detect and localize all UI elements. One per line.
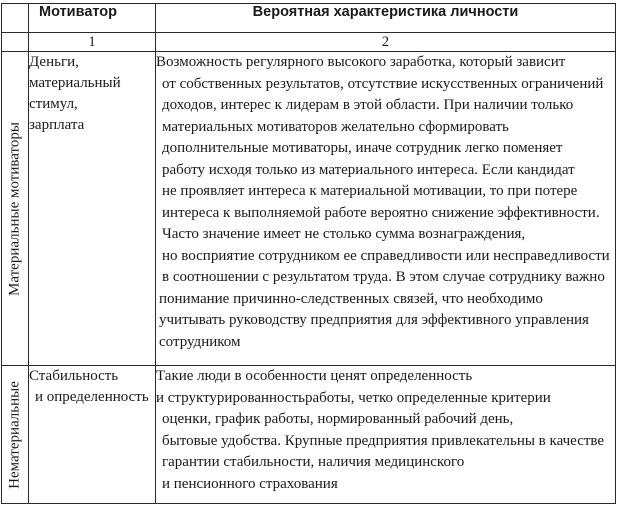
description-line: и пенсионного страхования [162,475,338,492]
description-line: Часто значение имеет не столько сумма вознаграждения, [162,226,526,242]
header-motivator: Мотиватор [29,4,156,33]
table-row-nonmaterial [2,366,616,504]
description-line: дополнительные мотиваторы, иначе сотрудник легко поменяет [162,140,563,156]
header-blank-cell [2,4,29,33]
category-label-nonmaterial: Нематериальные [6,380,23,489]
description-line: учитывать руководству предприятия для эффективного управления [159,312,589,328]
description-line: доходов, интерес к лидерам в этой области. При наличии только [162,97,574,113]
description-cell-stability [156,366,616,504]
column-number-2: 2 [156,33,616,52]
motivator-line: стимул, [29,96,78,112]
numbering-blank-cell [2,33,29,52]
description-line: и структурированностьработы, четко определенные критерии [156,389,551,406]
description-line: Возможность регулярного высокого заработка, который зависит [156,54,566,70]
description-line: сотрудником [159,333,241,350]
motivator-cell-stability [29,366,156,504]
description-line: материальных мотиваторов желательно сформировать [162,118,509,135]
category-label-material: Материальные мотиваторы [6,121,23,296]
category-cell-nonmaterial [2,366,29,504]
motivator-line: Деньги, [29,54,79,70]
table-row-material [2,52,616,366]
description-line: работу исходя только из материального интереса. Если кандидат [162,161,575,178]
motivator-table [1,3,616,504]
description-line: бытовые удобства. Крупные предприятия привлекательны в качестве [162,432,605,449]
column-number-1: 1 [29,33,156,52]
description-line: интереса к выполняемой работе вероятно снижение эффективности. [162,204,600,221]
header-characteristic: Вероятная характеристика личности [156,4,616,33]
motivator-line: зарплата [29,117,85,133]
motivator-line: материальный [29,75,121,91]
description-line: от собственных результатов, отсутствие искусственных ограничений [162,75,604,92]
motivator-line: и определенность [35,389,149,405]
header-row [2,4,616,33]
description-line: но восприятие сотрудником ее справедливости или несправедливости [162,247,610,264]
motivator-cell-money [29,52,156,366]
description-line: не проявляет интереса к материальной мотивации, то при потере [162,183,578,199]
numbering-row [2,33,616,52]
description-cell-money [156,52,616,366]
description-line: понимание причинно-следственных связей, что необходимо [159,290,543,307]
description-line: в соотношении с результатом труда. В этом случае сотруднику важно [162,269,605,285]
motivator-line: Стабильность [29,368,119,384]
description-line: оценки, график работы, нормированный рабочий день, [162,411,514,427]
category-cell-material [2,52,29,366]
description-line: гарантии стабильности, наличия медицинского [162,454,465,470]
description-line: Такие люди в особенности ценят определенность [156,368,473,384]
